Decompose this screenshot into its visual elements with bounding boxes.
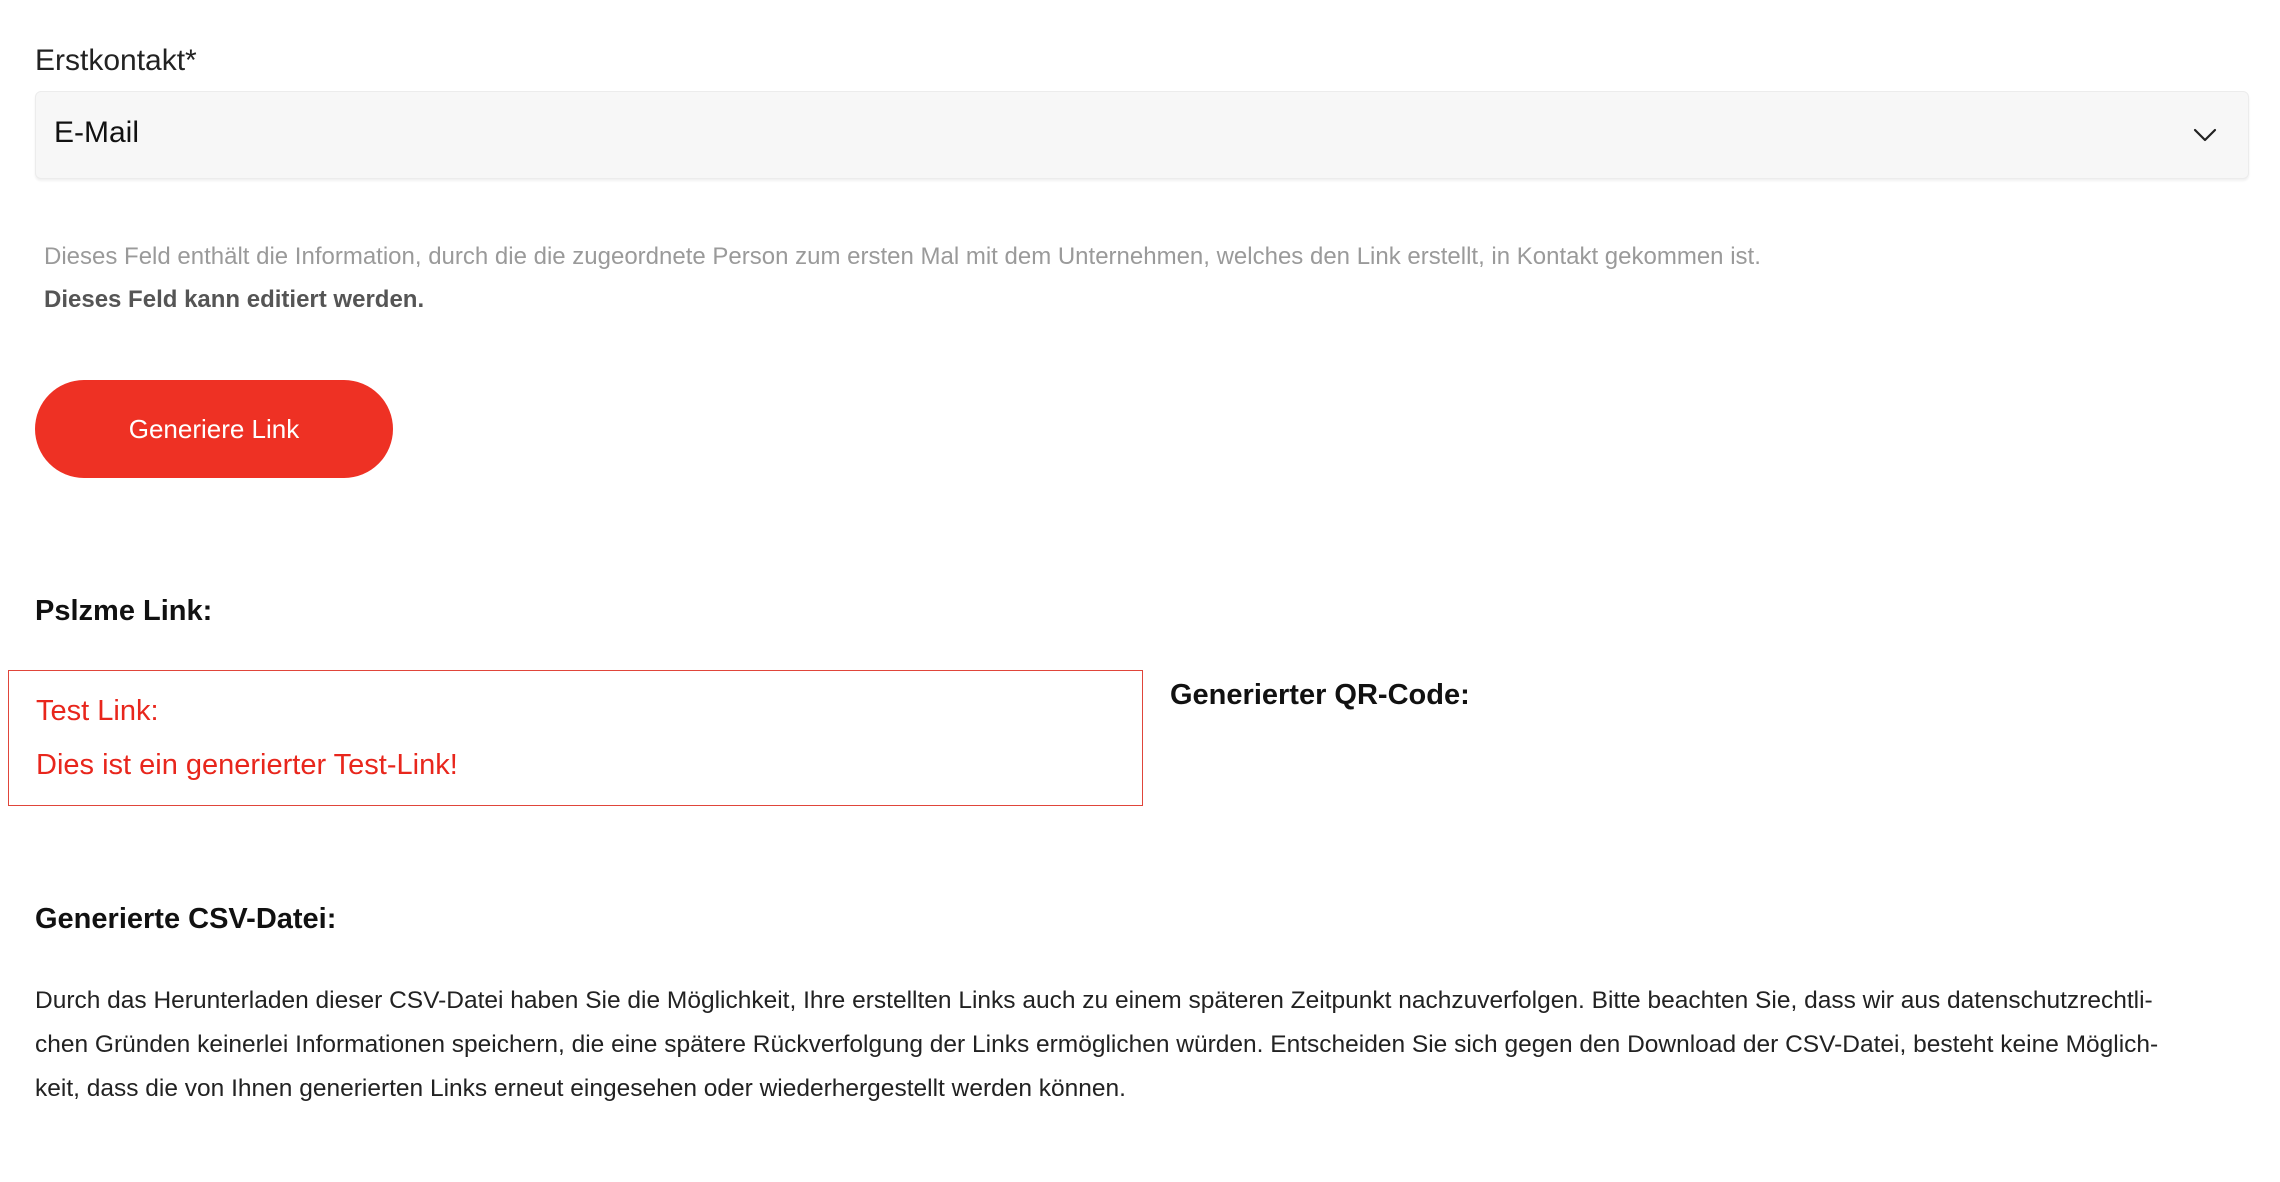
test-link-label: Test Link: (36, 695, 159, 727)
csv-description (35, 979, 2249, 1111)
csv-description-line: keit, dass die von Ihnen generierten Links erneut eingesehen oder wiederhergestellt werden können. (35, 1075, 1126, 1102)
generated-link-box (8, 670, 1143, 806)
chevron-down-icon (2190, 120, 2220, 150)
selected-value: E-Mail (54, 116, 140, 149)
csv-heading: Generierte CSV-Datei: (35, 903, 337, 935)
field-help-text: Dieses Feld enthält die Information, durch die die zugeordnete Person zum ersten Mal mit dem Unternehmen, welches den Link erstellt, in Kontakt gekommen ist. (44, 243, 1761, 270)
test-link-value[interactable]: Dies ist ein generierter Test-Link! (36, 749, 458, 781)
qr-code-heading: Generierter QR-Code: (1170, 679, 1470, 711)
csv-description-line: Durch das Herunterladen dieser CSV-Datei haben Sie die Möglichkeit, Ihre erstellten Links auch zu einem späteren Zeitpunkt nachzuverfolgen. Bitte beachten Sie, dass wir aus datenschutzrechtli- (35, 987, 2153, 1014)
erstkontakt-label: Erstkontakt* (35, 44, 197, 77)
erstkontakt-select[interactable] (35, 91, 2249, 179)
field-editable-note: Dieses Feld kann editiert werden. (44, 286, 425, 313)
generate-link-button[interactable]: Generiere Link (35, 380, 393, 478)
pslzme-link-heading: Pslzme Link: (35, 595, 213, 627)
csv-description-line: chen Gründen keinerlei Informationen speichern, die eine spätere Rückverfolgung der Links ermöglichen würden. Entscheiden Sie sich gegen den Download der CSV-Datei, besteht keine Möglich- (35, 1031, 2159, 1058)
